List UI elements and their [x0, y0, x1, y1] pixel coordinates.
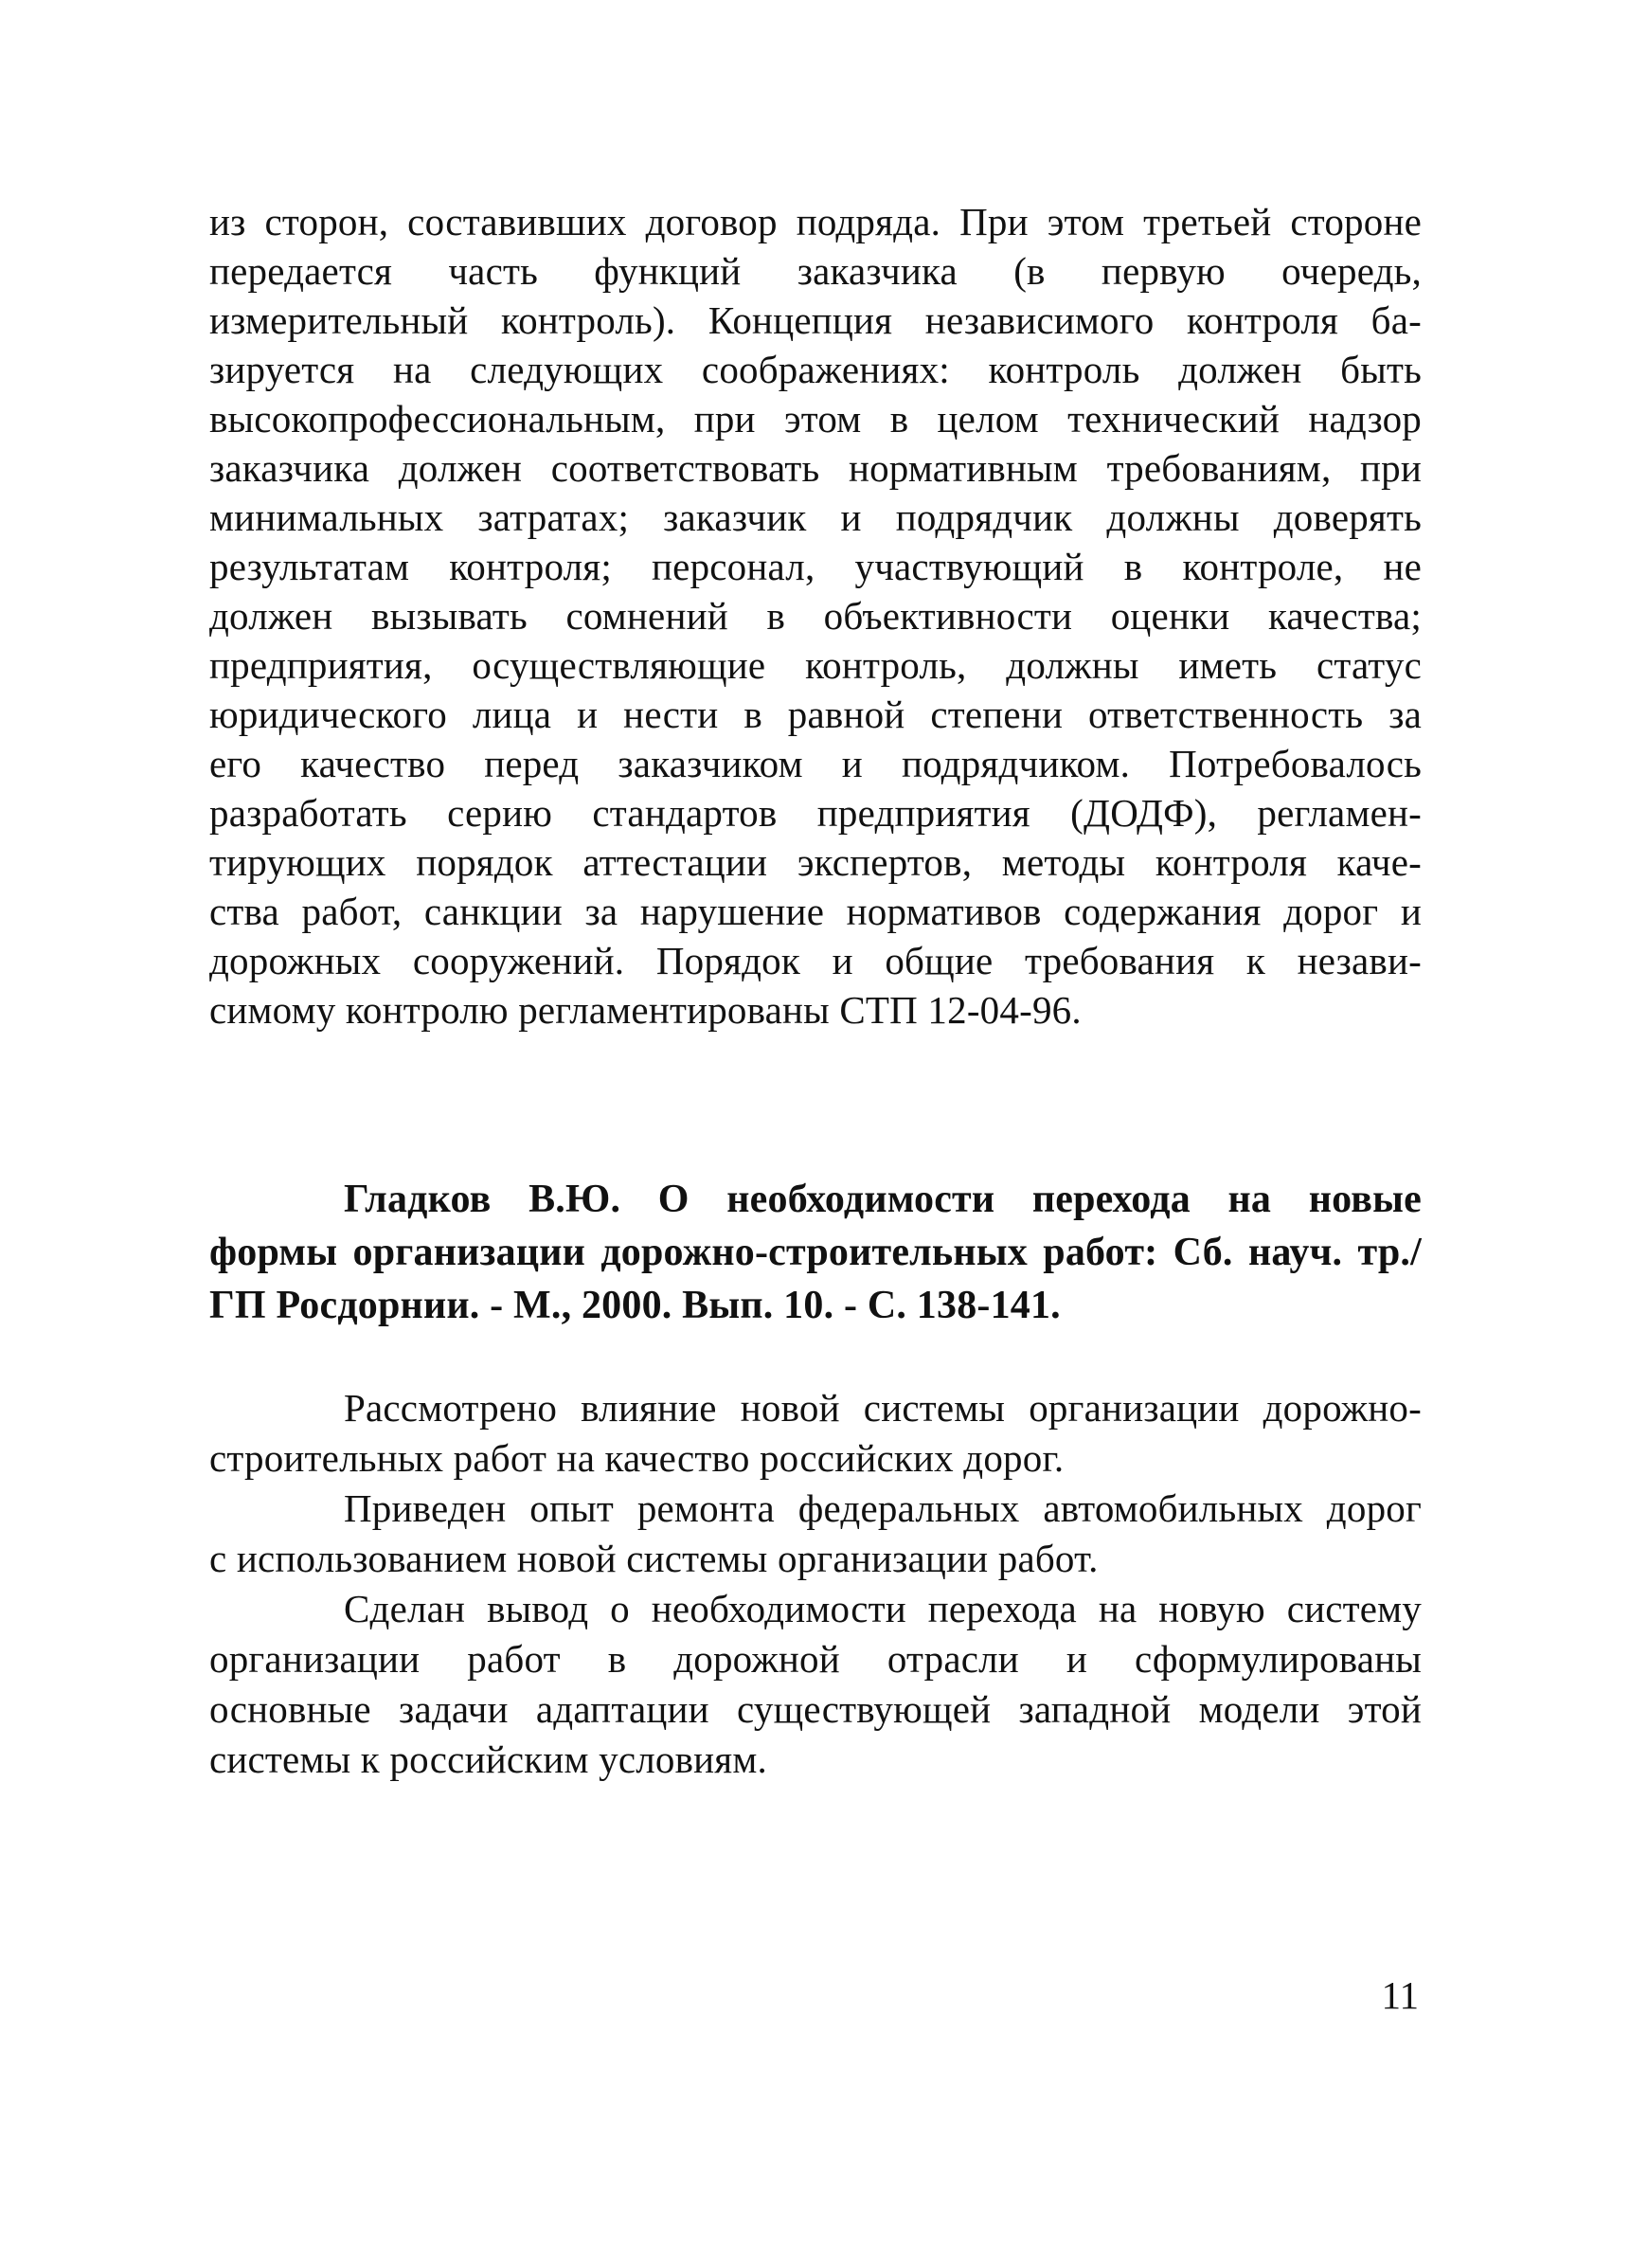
- abstract-line: системы к российским условиям.: [209, 1737, 767, 1781]
- reference-line: формы организации дорожно-строительных работ: Сб. науч. тр./: [209, 1231, 1422, 1274]
- text-line: дорожных сооружений. Порядок и общие требования к незави-: [209, 939, 1422, 982]
- text-line: минимальных затратах; заказчик и подрядчик должны доверять: [209, 495, 1422, 539]
- text-line: предприятия, осуществляющие контроль, должны иметь статус: [209, 643, 1422, 687]
- text-line: разработать серию стандартов предприятия (ДОДФ), регламен-: [209, 791, 1422, 835]
- text-line: результатам контроля; персонал, участвующий в контроле, не: [209, 545, 1422, 588]
- text-line: высокопрофессиональным, при этом в целом технический надзор: [209, 397, 1422, 441]
- abstract-line: Приведен опыт ремонта федеральных автомобильных дорог: [344, 1486, 1422, 1530]
- text-line: зируется на следующих соображениях: контроль должен быть: [209, 348, 1422, 391]
- abstract-line: основные задачи адаптации существующей западной модели этой: [209, 1687, 1422, 1731]
- abstract-line: Сделан вывод о необходимости перехода на новую систему: [344, 1587, 1422, 1630]
- reference-line: Гладков В.Ю. О необходимости перехода на новые: [344, 1178, 1422, 1221]
- text-line: измерительный контроль). Концепция независимого контроля ба-: [209, 298, 1422, 342]
- text-line: должен вызывать сомнений в объективности оценки качества;: [209, 594, 1422, 638]
- text-line: ства работ, санкции за нарушение нормативов содержания дорог и: [209, 890, 1422, 933]
- abstract-line: с использованием новой системы организации работ.: [209, 1537, 1099, 1580]
- abstract-line: Рассмотрено влияние новой системы организации дорожно-: [344, 1386, 1422, 1430]
- abstract-line: строительных работ на качество российских дорог.: [209, 1436, 1065, 1480]
- text-line: симому контролю регламентированы СТП 12-04-96.: [209, 988, 1082, 1032]
- page-number: 11: [1381, 1973, 1419, 2017]
- text-line: заказчика должен соответствовать нормативным требованиям, при: [209, 446, 1422, 490]
- bibliographic-reference: [209, 1173, 1422, 1332]
- text-line: из сторон, составивших договор подряда. При этом третьей стороне: [209, 200, 1422, 243]
- continuation-paragraph: [209, 197, 1422, 1035]
- reference-line: ГП Росдорнии. - М., 2000. Вып. 10. - С. 138-141.: [209, 1284, 1061, 1327]
- abstract-paragraphs: [209, 1383, 1422, 1785]
- text-line: тирующих порядок аттестации экспертов, методы контроля каче-: [209, 840, 1422, 884]
- text-line: его качество перед заказчиком и подрядчиком. Потребовалось: [209, 742, 1422, 785]
- text-line: юридического лица и нести в равной степени ответственность за: [209, 693, 1422, 736]
- abstract-line: организации работ в дорожной отрасли и сформулированы: [209, 1637, 1422, 1681]
- text-line: передается часть функций заказчика (в первую очередь,: [209, 249, 1422, 293]
